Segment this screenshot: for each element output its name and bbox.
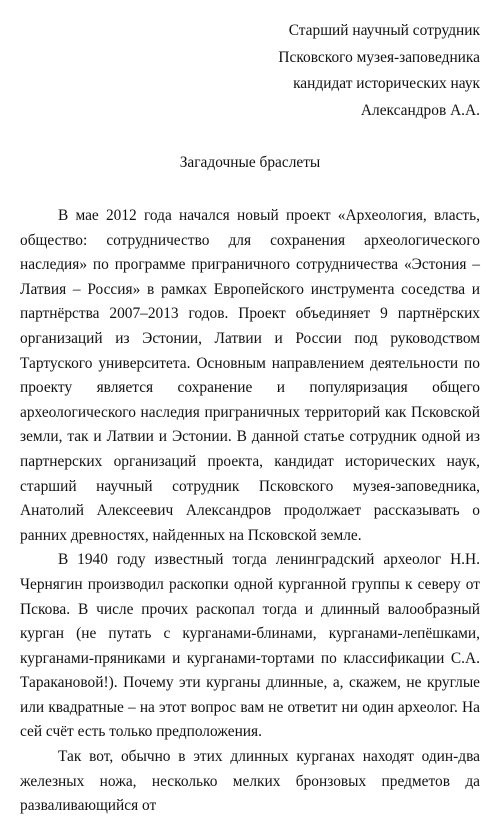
paragraph-project: В мае 2012 года начался новый проект «Археология, власть, общество: сотрудничество для сохранения археологического наследия» по программе приграничного сотрудничества «Эстония – Латвия – Россия» в рамках Европейского инструмента соседства и партнёрства 2007–2013 годов. Проект объединяет 9 партнёрских организаций из Эстонии, Латвии и России под руководством Тартуского университета. Основным направлением деятельности по проекту является сохранение и популяризация общего археологического наследия приграничных территорий как Псковской земли, так и Латвии и Эстонии. В данной статье сотрудник одной из партнерских организаций проекта, кандидат исторических наук, старший научный сотрудник Псковского музея-заповедника, Анатолий Алексеевич Александров продолжает рассказывать о ранних древностях, найденных на Псковской земле. [20, 207, 480, 544]
author-degree: кандидат исторических наук [293, 75, 480, 92]
article-title: Загадочные браслеты [179, 154, 321, 171]
paragraph-findings: Так вот, обычно в этих длинных курганах находят один-два железных ножа, несколько мелких бронзовых предметов да разваливающийся от [20, 748, 480, 815]
author-name: Александров А.А. [360, 101, 480, 119]
author-block [278, 18, 480, 124]
article-body [20, 204, 480, 819]
author-position: Старший научный сотрудник [288, 22, 480, 39]
author-organization: Псковского музея-заповедника [278, 48, 480, 66]
paragraph-excavation: В 1940 году известный тогда ленинградский археолог Н.Н. Чернягин производил раскопки одной курганной группы к северу от Пскова. В числе прочих раскопал тогда и длинный валообразный курган (не путать с курганами-блинами, курганами-лепёшками, курганами-пряниками и курганами-тортами по классификации С.А. Таракановой!). Почему эти курганы длинные, а, скажем, не круглые или квадратные – на этот вопрос вам не ответит ни один археолог. На сей счёт есть только предположения. [20, 551, 480, 741]
